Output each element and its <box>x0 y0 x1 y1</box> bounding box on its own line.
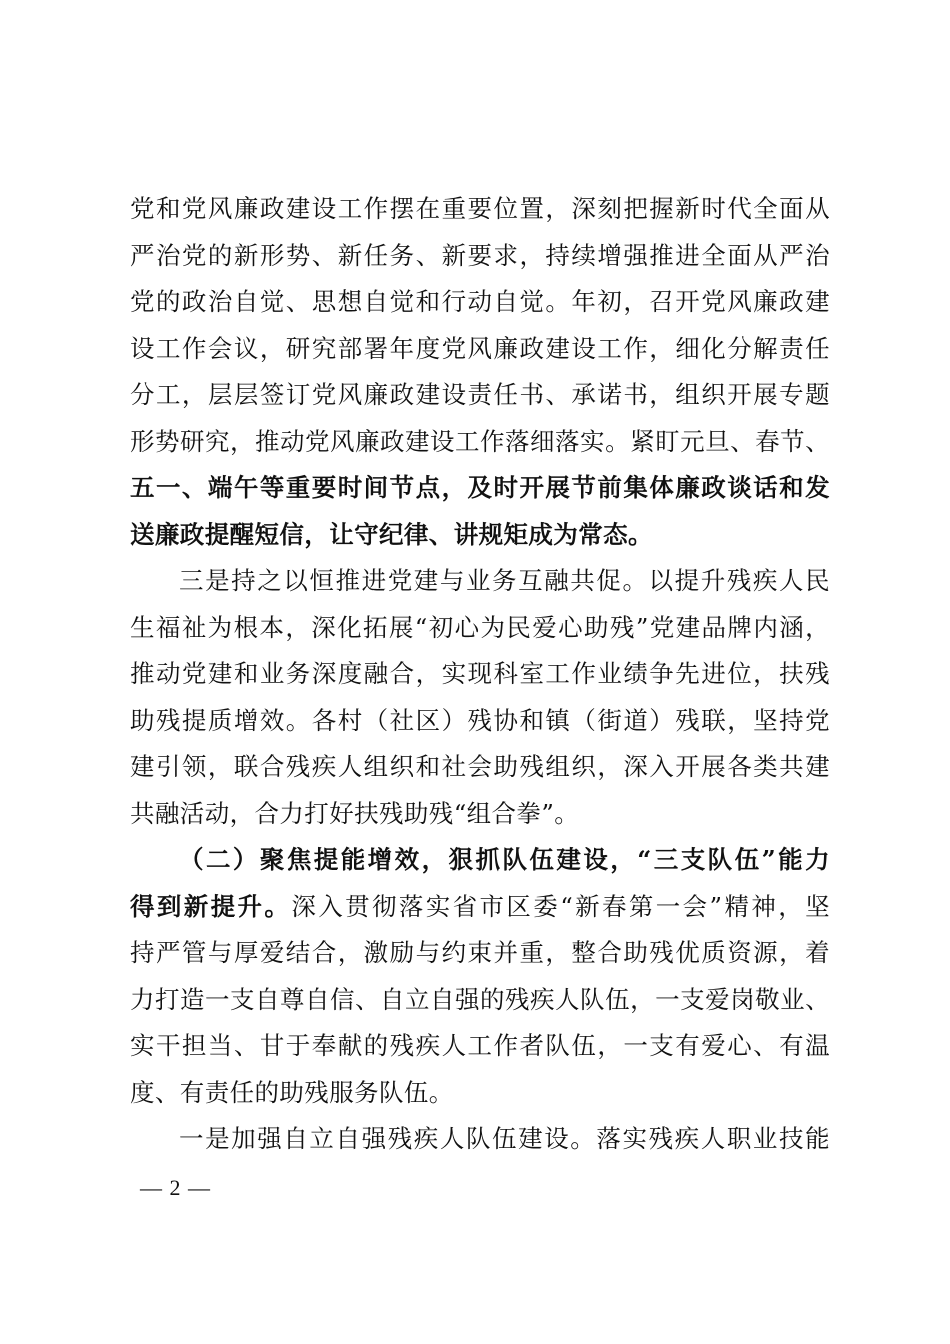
text-line: 严治党的新形势、新任务、新要求，持续增强推进全面从严治 <box>130 240 830 270</box>
text-line: 党的政治自觉、思想自觉和行动自觉。年初，召开党风廉政建 <box>130 287 830 316</box>
text-line: 持严管与厚爱结合，激励与约束并重，整合助残优质资源，着 <box>130 938 830 967</box>
text-line: 力打造一支自尊自信、自立自强的残疾人队伍，一支爱岗敬业、 <box>130 984 830 1014</box>
text-line-bold: 五一、端午等重要时间节点，及时开展节前集体廉政谈话和发 <box>130 473 830 502</box>
text-line: 分工，层层签订党风廉政建设责任书、承诺书，组织开展专题 <box>130 380 830 409</box>
text-line: 助残提质增效。各村（社区）残协和镇（街道）残联，坚持党 <box>130 705 830 735</box>
text-line: 度、有责任的助残服务队伍。 <box>130 1077 454 1107</box>
text-line: 共融活动，合力打好扶残助残“组合拳”。 <box>130 798 580 828</box>
paragraph-start-line: 一是加强自立自强残疾人队伍建设。落实残疾人职业技能 <box>179 1124 830 1153</box>
section-heading-continuation <box>130 884 830 931</box>
section-heading-end: 得到新提升。 <box>130 891 292 921</box>
text-line: 建引领，联合残疾人组织和社会助残组织，深入开展各类共建 <box>130 752 830 781</box>
text-line-bold: 送廉政提醒短信，让守纪律、讲规矩成为常态。 <box>130 519 653 549</box>
text-line: 形势研究，推动党风廉政建设工作落细落实。紧盯元旦、春节、 <box>130 426 830 456</box>
text-line: 推动党建和业务深度融合，实现科室工作业绩争先进位，扶残 <box>130 659 830 688</box>
text-line: 生福祉为根本，深化拓展“初心为民爱心助残”党建品牌内涵， <box>130 612 830 642</box>
document-body <box>130 186 830 1163</box>
paragraph-start-line: 三是持之以恒推进党建与业务互融共促。以提升残疾人民 <box>179 566 830 595</box>
page-number: — 2 — <box>140 1175 211 1200</box>
text-line: 党和党风廉政建设工作摆在重要位置，深刻把握新时代全面从 <box>130 194 830 223</box>
section-body-start: 深入贯彻落实省市区委“新春第一会”精神，坚 <box>291 891 830 921</box>
section-heading: （二）聚焦提能增效，狠抓队伍建设，“三支队伍”能力 <box>179 845 830 874</box>
text-line: 实干担当、甘于奉献的残疾人工作者队伍，一支有爱心、有温 <box>130 1031 830 1060</box>
text-line: 设工作会议，研究部署年度党风廉政建设工作，细化分解责任 <box>130 333 830 363</box>
